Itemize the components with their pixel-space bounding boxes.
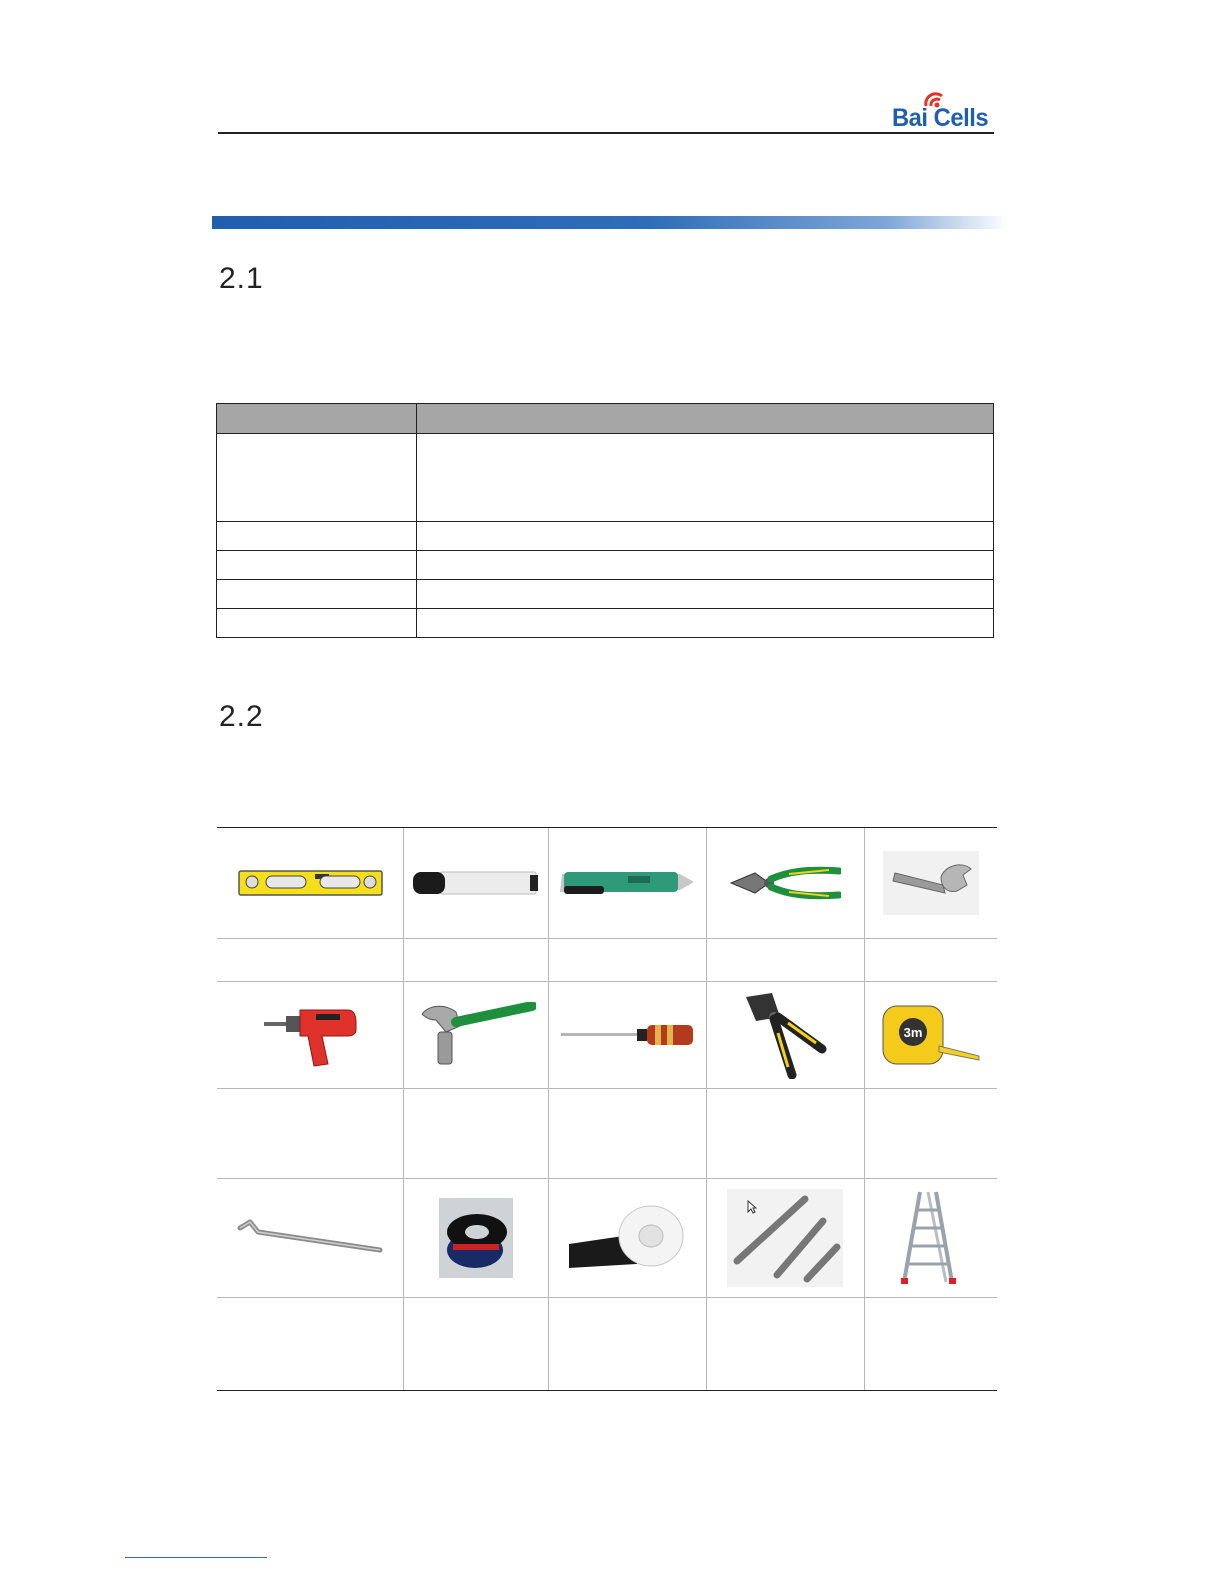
tool-label — [217, 1297, 403, 1389]
drill-bits-icon — [727, 1189, 843, 1287]
tool-cell — [548, 1178, 706, 1297]
tool-cell — [217, 981, 403, 1088]
chapter-title-bar — [212, 216, 1008, 229]
sealing-tape-icon — [567, 1204, 687, 1272]
tool-cell — [217, 1178, 403, 1297]
tool-label — [864, 1297, 997, 1389]
tool-label — [548, 938, 706, 981]
table-row — [217, 551, 994, 580]
table-row — [217, 522, 994, 551]
section-2-1-number: 2.1 — [219, 262, 264, 295]
tool-label — [864, 1088, 997, 1178]
tools-grid — [217, 827, 997, 1391]
tool-cell — [864, 828, 997, 938]
table-header-cell — [217, 404, 417, 434]
adjustable-wrench-icon — [883, 851, 979, 915]
table-row — [217, 434, 994, 522]
tool-cell — [403, 1178, 548, 1297]
table-cell — [417, 551, 994, 580]
tool-label — [548, 1297, 706, 1389]
table-row — [217, 609, 994, 638]
table-cell — [417, 434, 994, 522]
tool-label — [864, 938, 997, 981]
table-cell — [217, 609, 417, 638]
tool-label — [217, 938, 403, 981]
spirit-level-icon — [238, 870, 383, 896]
hex-key-icon — [236, 1218, 384, 1258]
tool-cell — [217, 828, 403, 938]
tool-cell — [706, 1178, 864, 1297]
tape-measure-icon — [881, 1004, 981, 1066]
tape-measure-label: 3m — [903, 1024, 922, 1040]
header-rule — [218, 132, 994, 134]
table-header-cell — [417, 404, 994, 434]
step-ladder-icon — [900, 1190, 962, 1286]
table-cell — [217, 522, 417, 551]
tool-cell — [548, 981, 706, 1088]
insulating-tape-icon — [439, 1198, 513, 1278]
utility-knife-icon — [558, 868, 696, 898]
tool-label — [403, 1297, 548, 1389]
tool-label — [403, 938, 548, 981]
tool-cell — [548, 828, 706, 938]
tool-label — [217, 1088, 403, 1178]
tool-label — [706, 1297, 864, 1389]
section-2-2-number: 2.2 — [219, 700, 264, 733]
logo-text: Bai Cells — [892, 104, 989, 132]
screwdriver-icon — [559, 1023, 695, 1047]
claw-hammer-icon — [416, 1002, 536, 1068]
tool-label — [706, 1088, 864, 1178]
footer-link-underline[interactable] — [125, 1557, 267, 1558]
table-cell — [417, 609, 994, 638]
mouse-cursor-icon — [747, 1200, 757, 1214]
tool-cell — [706, 828, 864, 938]
tool-cell — [403, 828, 548, 938]
table-cell — [217, 580, 417, 609]
pliers-icon — [729, 863, 841, 903]
marker-pen-icon — [412, 870, 540, 896]
table-cell — [217, 434, 417, 522]
tool-cell — [864, 1178, 997, 1297]
tool-cell — [706, 981, 864, 1088]
table-header-row — [217, 404, 994, 434]
crimping-tool-icon — [742, 991, 828, 1079]
tool-label — [403, 1088, 548, 1178]
baicells-logo — [890, 88, 990, 132]
power-drill-icon — [262, 1002, 358, 1068]
table-cell — [417, 522, 994, 551]
requirements-table — [216, 403, 994, 638]
tool-cell — [403, 981, 548, 1088]
tool-label — [548, 1088, 706, 1178]
tool-cell — [864, 981, 997, 1088]
table-cell — [217, 551, 417, 580]
tool-label — [706, 938, 864, 981]
table-cell — [417, 580, 994, 609]
table-row — [217, 580, 994, 609]
